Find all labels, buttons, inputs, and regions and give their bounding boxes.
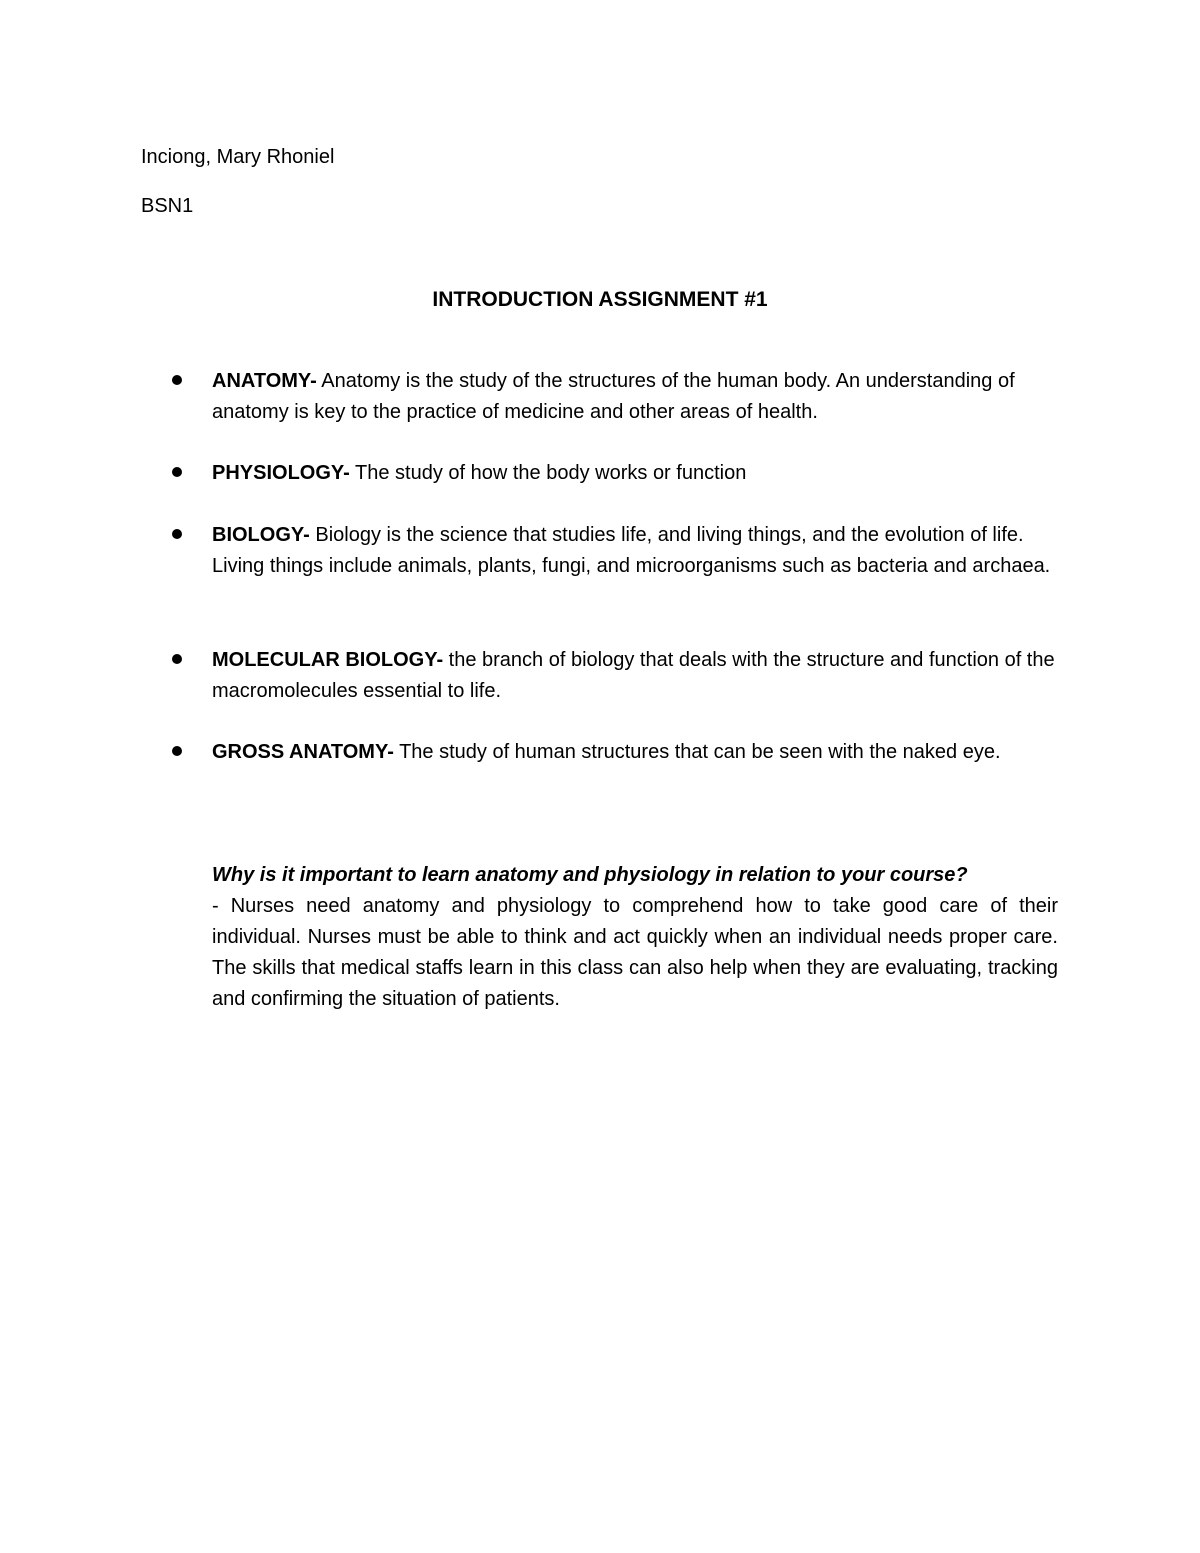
student-name: Inciong, Mary Rhoniel bbox=[141, 146, 335, 168]
student-course: BSN1 bbox=[141, 195, 194, 217]
term-entry bbox=[212, 645, 1062, 707]
term-definition: The study of how the body works or function bbox=[349, 462, 747, 484]
term-name: MOLECULAR BIOLOGY- bbox=[212, 649, 444, 671]
term-entry bbox=[212, 520, 1062, 582]
reflection-answer: - Nurses need anatomy and physiology to comprehend how to take good care of their individual. Nurses must be able to think and act quickly when an individual needs proper care. The skills that medical staffs learn in this class can also help when they are evaluating, tracking and confirming the situation of patients. bbox=[212, 895, 1058, 1010]
term-definition: the branch of biology that deals with the structure and function of the macromolecules essential to life. bbox=[212, 649, 1055, 702]
bullet-icon bbox=[172, 746, 182, 756]
assignment-title: INTRODUCTION ASSIGNMENT #1 bbox=[432, 288, 768, 311]
term-definition: The study of human structures that can be seen with the naked eye. bbox=[393, 741, 1001, 763]
bullet-icon bbox=[172, 467, 182, 477]
term-entry bbox=[212, 737, 1062, 768]
term-name: PHYSIOLOGY- bbox=[212, 462, 350, 484]
bullet-icon bbox=[172, 529, 182, 539]
term-definition: Anatomy is the study of the structures of the human body. An understanding of anatomy is key to the practice of medicine and other areas of health. bbox=[212, 370, 1015, 423]
reflection-section bbox=[212, 860, 1058, 1015]
term-name: BIOLOGY- bbox=[212, 524, 310, 546]
term-definition: Biology is the science that studies life, and living things, and the evolution of life. Living things include animals, plants, fungi, and microorganisms such as bacteria and archaea. bbox=[212, 524, 1051, 577]
reflection-question: Why is it important to learn anatomy and physiology in relation to your course? bbox=[212, 864, 968, 886]
term-entry bbox=[212, 458, 1062, 489]
term-name: GROSS ANATOMY- bbox=[212, 741, 394, 763]
bullet-icon bbox=[172, 375, 182, 385]
term-entry bbox=[212, 366, 1062, 428]
bullet-icon bbox=[172, 654, 182, 664]
term-name: ANATOMY- bbox=[212, 370, 317, 392]
